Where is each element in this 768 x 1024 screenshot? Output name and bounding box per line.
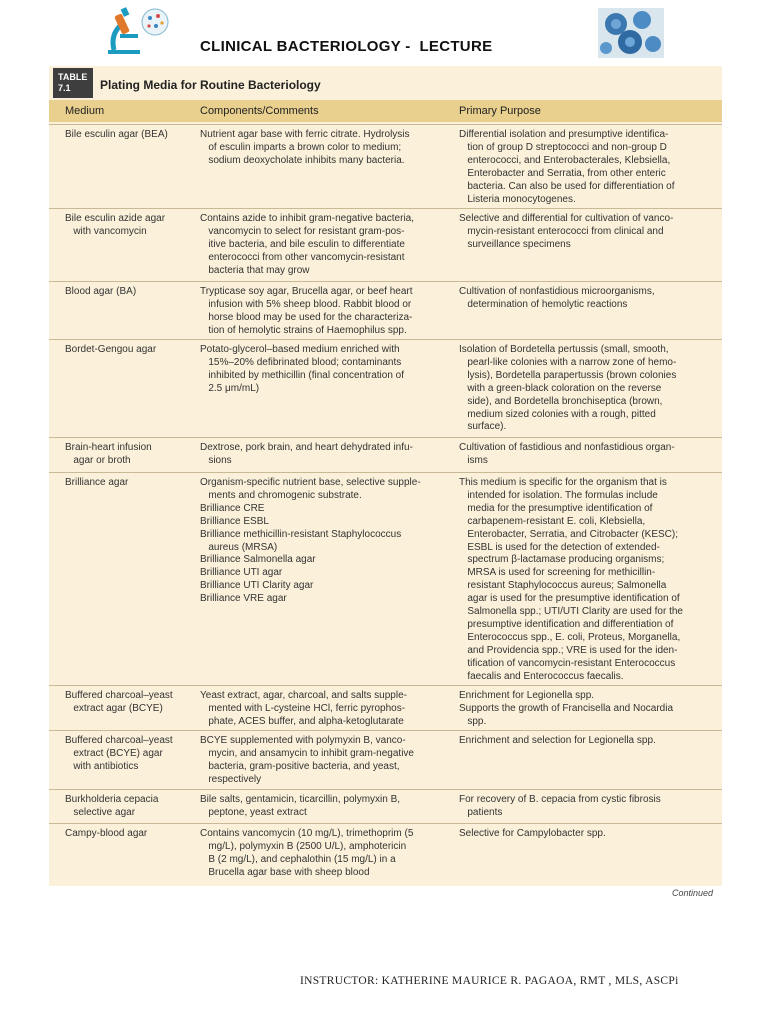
table-cell-purpose <box>459 442 721 468</box>
table-caption: Plating Media for Routine Bacteriology <box>100 78 321 92</box>
table-cell-purpose <box>459 794 721 820</box>
table-row <box>49 281 722 339</box>
cell-line: Brilliance agar <box>65 477 129 488</box>
cell-line: Potato-glycerol–based medium enriched with <box>200 344 400 355</box>
cell-line: Cultivation of fastidious and nonfastidious organ- <box>459 442 675 453</box>
page-header <box>0 0 768 66</box>
cell-line: mented with L-cysteine HCl, ferric pyrophos- <box>200 702 406 714</box>
table-cell-components <box>200 129 455 168</box>
cell-line: isms <box>459 454 488 466</box>
cell-line: enterococci from other vancomycin-resistant <box>200 251 405 263</box>
cell-line: aureus (MRSA) <box>200 541 278 553</box>
cell-line: Supports the growth of Francisella and Nocardia <box>459 702 674 714</box>
cell-line: Selective for Campylobacter spp. <box>459 828 606 839</box>
table-row <box>49 437 722 472</box>
cell-line: intended for isolation. The formulas include <box>459 489 658 501</box>
cell-line: Enterococcus spp., E. coli, Proteus, Morganella, <box>459 631 681 643</box>
cell-line: Blood agar (BA) <box>65 286 137 297</box>
table-cell-purpose <box>459 344 721 434</box>
cell-line: vancomycin to select for resistant gram-pos- <box>200 225 405 237</box>
table-cell-components <box>200 828 455 880</box>
cell-line: enterococci, and Enterobacterales, Klebsiella, <box>459 154 671 166</box>
cell-line: 2.5 μm/mL) <box>200 382 260 394</box>
cell-line: inhibited by methicillin (final concentration of <box>200 369 404 381</box>
cell-line: Selective and differential for cultivation of vanco- <box>459 213 674 224</box>
bacteria-logo-icon <box>598 8 664 58</box>
cell-line: Bile esculin azide agar <box>65 213 166 224</box>
cell-line: extract (BCYE) agar <box>65 747 163 759</box>
cell-line: Brilliance VRE agar <box>200 593 287 605</box>
cell-line: Brilliance Salmonella agar <box>200 554 316 566</box>
column-header-medium: Medium <box>65 105 105 117</box>
table-number-badge <box>53 68 93 98</box>
table-row <box>49 789 722 823</box>
table-cell-medium <box>65 828 200 841</box>
cell-line: Bordet-Gengou agar <box>65 344 157 355</box>
cell-line: Bile salts, gentamicin, ticarcillin, polymyxin B, <box>200 794 401 805</box>
cell-line: medium sized colonies with a rough, pitted <box>459 408 656 420</box>
cell-line: Brilliance methicillin-resistant Staphylococcus <box>200 528 402 540</box>
cell-line: B (2 mg/L), and cephalothin (15 mg/L) in a <box>200 853 396 865</box>
cell-line: tion of group D streptococci and non-group D <box>459 141 667 153</box>
table-cell-components <box>200 735 455 787</box>
cell-line: sodium deoxycholate inhibits many bacteria. <box>200 154 405 166</box>
table-label-word: TABLE <box>58 72 88 82</box>
cell-line: MRSA is used for screening for methicillin- <box>459 567 656 579</box>
cell-line: and Providencia spp.; VRE is used for the iden- <box>459 644 678 656</box>
table-row <box>49 685 722 730</box>
cell-line: Contains vancomycin (10 mg/L), trimethoprim (5 <box>200 828 414 839</box>
cell-line: Yeast extract, agar, charcoal, and salts supple- <box>200 690 407 701</box>
cell-line: Enterobacter, Serratia, and Citrobacter (KESC); <box>459 528 678 540</box>
cell-line: selective agar <box>65 806 136 818</box>
cell-line: bacteria. Can also be used for differentiation of <box>459 180 675 192</box>
cell-line: Enterobacter and Serratia, from other enteric <box>459 167 666 179</box>
cell-line: Cultivation of nonfastidious microorganisms, <box>459 286 655 297</box>
cell-line: Organism-specific nutrient base, selective supple- <box>200 477 421 488</box>
cell-line: spp. <box>459 715 487 727</box>
cell-line: mg/L), polymyxin B (2500 U/L), amphotericin <box>200 840 407 852</box>
table-cell-purpose <box>459 690 721 729</box>
cell-line: Bile esculin agar (BEA) <box>65 129 168 140</box>
page-title: CLINICAL BACTERIOLOGY - LECTURE <box>200 38 493 55</box>
column-header-row <box>49 100 722 122</box>
table-cell-medium <box>65 286 200 299</box>
cell-line: faecalis and Enterococcus faecalis. <box>459 670 624 682</box>
cell-line: resistant Staphylococcus aureus; Salmonella <box>459 580 667 592</box>
table-cell-medium <box>65 442 200 468</box>
column-header-components: Components/Comments <box>200 105 319 117</box>
cell-line: infusion with 5% sheep blood. Rabbit blood or <box>200 298 412 310</box>
cell-line: Brucella agar base with sheep blood <box>200 866 370 878</box>
cell-line: tion of hemolytic strains of Haemophilus spp. <box>200 324 407 336</box>
cell-line: surveillance specimens <box>459 238 571 250</box>
table-row <box>49 208 722 281</box>
cell-line: mycin-resistant enterococci from clinical and <box>459 225 664 237</box>
cell-line: phate, ACES buffer, and alpha-ketoglutarate <box>200 715 404 727</box>
instructor-footer: INSTRUCTOR: KATHERINE MAURICE R. PAGAOA, RMT , MLS, ASCPi <box>300 975 679 987</box>
table-cell-components <box>200 477 455 606</box>
table-cell-components <box>200 442 455 468</box>
cell-line: with antibiotics <box>65 760 139 772</box>
cell-line: Trypticase soy agar, Brucella agar, or beef heart <box>200 286 413 297</box>
cell-line: Brilliance UTI Clarity agar <box>200 580 314 592</box>
cell-line: pearl-like colonies with a narrow zone of hemo- <box>459 356 677 368</box>
cell-line: determination of hemolytic reactions <box>459 298 628 310</box>
column-header-purpose: Primary Purpose <box>459 105 541 117</box>
cell-line: Differential isolation and presumptive identifica- <box>459 129 669 140</box>
cell-line: Dextrose, pork brain, and heart dehydrated infu- <box>200 442 413 453</box>
cell-line: sions <box>200 454 232 466</box>
table-cell-medium <box>65 477 200 490</box>
table-cell-medium <box>65 690 200 716</box>
cell-line: Brilliance ESBL <box>200 515 269 527</box>
cell-line: Enrichment for Legionella spp. <box>459 690 595 701</box>
table-label-number: 7.1 <box>58 83 71 93</box>
cell-line: Salmonella spp.; UTI/UTI Clarity are used for the <box>459 606 683 618</box>
cell-line: BCYE supplemented with polymyxin B, vanco- <box>200 735 406 746</box>
cell-line: spectrum β-lactamase producing organisms; <box>459 554 665 566</box>
cell-line: Enrichment and selection for Legionella spp. <box>459 735 656 746</box>
cell-line: carbapenem-resistant E. coli, Klebsiella, <box>459 515 646 527</box>
table-cell-components <box>200 690 455 729</box>
cell-line: horse blood may be used for the characteriza- <box>200 311 413 323</box>
table-row <box>49 339 722 437</box>
table-cell-medium <box>65 735 200 774</box>
table-cell-purpose <box>459 735 721 748</box>
cell-line: ESBL is used for the detection of extended- <box>459 541 660 553</box>
cell-line: Listeria monocytogenes. <box>459 193 576 205</box>
cell-line: media for the presumptive identification of <box>459 502 653 514</box>
cell-line: Brilliance CRE <box>200 502 265 514</box>
cell-line: tification of vancomycin-resistant Enterococcus <box>459 657 676 669</box>
cell-line: For recovery of B. cepacia from cystic fibrosis <box>459 794 661 805</box>
table-cell-purpose <box>459 477 721 684</box>
table-cell-purpose <box>459 129 721 206</box>
table-cell-components <box>200 794 455 820</box>
cell-line: bacteria that may grow <box>200 264 310 276</box>
cell-line: peptone, yeast extract <box>200 806 307 818</box>
cell-line: surface). <box>459 421 507 433</box>
cell-line: This medium is specific for the organism that is <box>459 477 667 488</box>
table-cell-purpose <box>459 213 721 252</box>
cell-line: lysis), Bordetella parapertussis (brown colonies <box>459 369 677 381</box>
table-row <box>49 823 722 885</box>
table-cell-medium <box>65 129 200 142</box>
cell-line: side), and Bordetella bronchiseptica (brown, <box>459 395 663 407</box>
cell-line: 15%–20% defibrinated blood; contaminants <box>200 356 402 368</box>
table-cell-components <box>200 213 455 278</box>
cell-line: patients <box>459 806 503 818</box>
table-row <box>49 730 722 789</box>
cell-line: presumptive identification and differentiation of <box>459 618 674 630</box>
cell-line: with vancomycin <box>65 225 147 237</box>
cell-line: respectively <box>200 773 262 785</box>
table-cell-purpose <box>459 828 721 841</box>
cell-line: Brilliance UTI agar <box>200 567 283 579</box>
cell-line: Campy-blood agar <box>65 828 148 839</box>
microscope-logo-icon <box>100 4 172 60</box>
cell-line: itive bacteria, and bile esculin to differentiate <box>200 238 405 250</box>
table-cell-purpose <box>459 286 721 312</box>
cell-line: agar or broth <box>65 454 131 466</box>
cell-line: Isolation of Bordetella pertussis (small, smooth, <box>459 344 669 355</box>
cell-line: agar is used for the presumptive identification of <box>459 593 680 605</box>
cell-line: Contains azide to inhibit gram-negative bacteria, <box>200 213 415 224</box>
cell-line: extract agar (BCYE) <box>65 702 163 714</box>
cell-line: Buffered charcoal–yeast <box>65 735 173 746</box>
table-cell-medium <box>65 344 200 357</box>
cell-line: Buffered charcoal–yeast <box>65 690 173 701</box>
table-cell-components <box>200 344 455 396</box>
cell-line: mycin, and ansamycin to inhibit gram-negative <box>200 747 414 759</box>
table-cell-components <box>200 286 455 338</box>
cell-line: ments and chromogenic substrate. <box>200 489 362 501</box>
table-row <box>49 124 722 208</box>
cell-line: bacteria, gram-positive bacteria, and yeast, <box>200 760 400 772</box>
continued-note: Continued <box>672 888 714 898</box>
table-cell-medium <box>65 794 200 820</box>
cell-line: Nutrient agar base with ferric citrate. Hydrolysis <box>200 129 410 140</box>
cell-line: with a green-black coloration on the reverse <box>459 382 662 394</box>
cell-line: of esculin imparts a brown color to medium; <box>200 141 402 153</box>
cell-line: Burkholderia cepacia <box>65 794 159 805</box>
table-row <box>49 472 722 685</box>
table-cell-medium <box>65 213 200 239</box>
cell-line: Brain-heart infusion <box>65 442 152 453</box>
